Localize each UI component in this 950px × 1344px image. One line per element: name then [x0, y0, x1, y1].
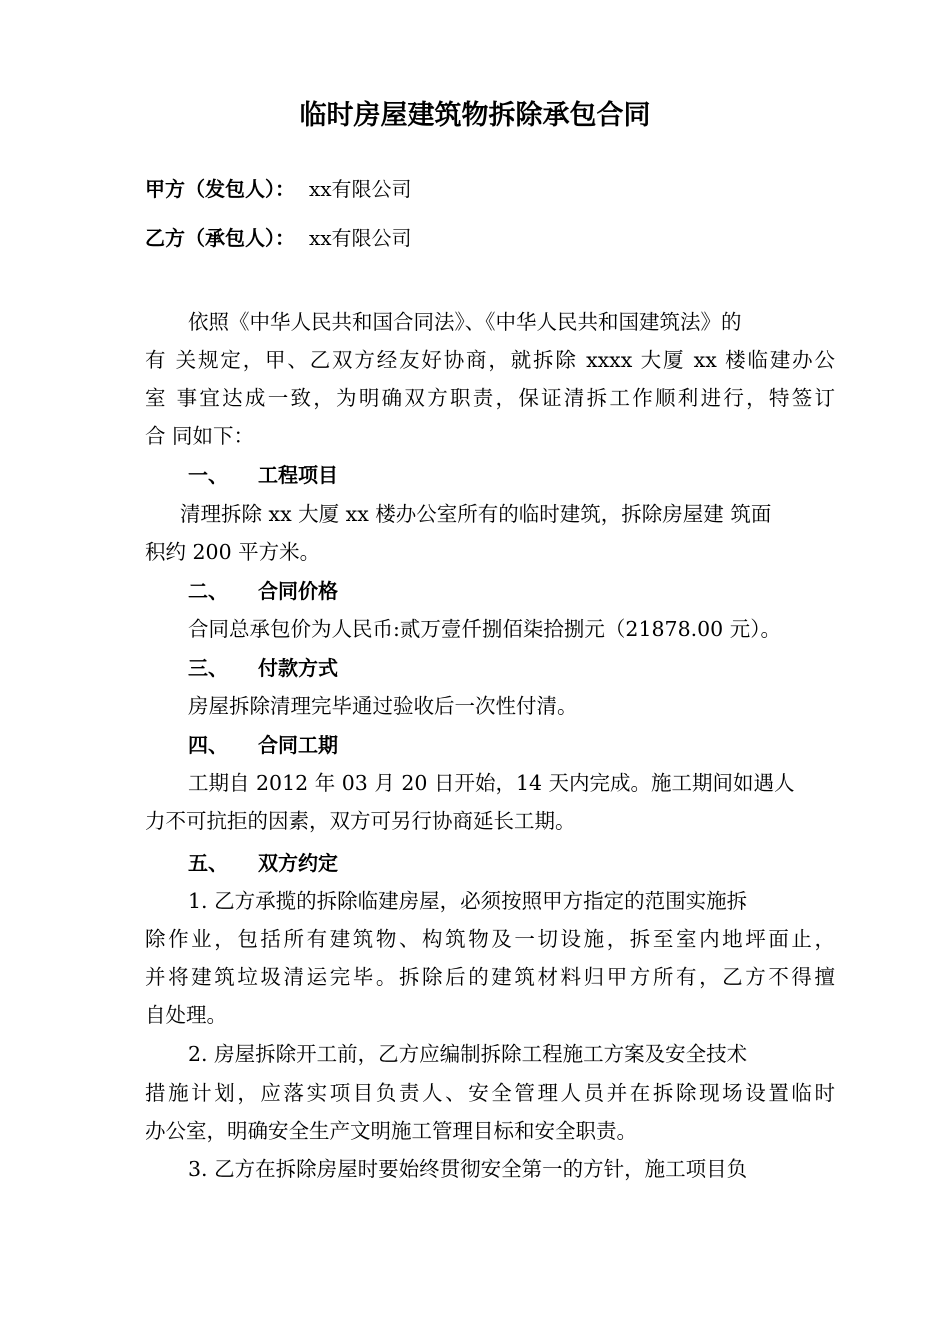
- section-heading: [188, 848, 338, 878]
- preamble-line: 室 事宜达成一致，为明确双方职责，保证清拆工作顺利进行，特签订: [145, 386, 835, 410]
- body-line: 房屋拆除清理完毕通过验收后一次性付清。: [188, 694, 578, 718]
- section-title: 付款方式: [258, 656, 338, 680]
- party-a: [145, 174, 412, 205]
- body-line: 措施计划，应落实项目负责人、安全管理人员并在拆除现场设置临时: [145, 1081, 835, 1105]
- section-heading: [188, 460, 338, 490]
- section-number: 二、: [188, 579, 228, 603]
- party-b-value: xx有限公司: [309, 226, 412, 250]
- body-line: 办公室，明确安全生产文明施工管理目标和安全职责。: [145, 1119, 637, 1143]
- preamble-line: 合 同如下：: [145, 424, 255, 448]
- party-a-label: 甲方（发包人）：: [145, 177, 295, 201]
- section-number: 一、: [188, 463, 228, 487]
- body-line: 2. 房屋拆除开工前，乙方应编制拆除工程施工方案及安全技术: [188, 1042, 748, 1066]
- document-title: 临时房屋建筑物拆除承包合同: [299, 100, 651, 131]
- body-line: 积约 200 平方米。: [145, 540, 321, 564]
- section-title: 双方约定: [258, 851, 338, 875]
- party-a-value: xx有限公司: [309, 177, 412, 201]
- body-line: 并将建筑垃圾清运完毕。拆除后的建筑材料归甲方所有，乙方不得擅: [145, 965, 835, 989]
- party-b-label: 乙方（承包人）：: [145, 226, 295, 250]
- section-heading: [188, 653, 338, 683]
- section-number: 五、: [188, 851, 228, 875]
- section-title: 工程项目: [258, 463, 338, 487]
- section-heading: [188, 576, 338, 606]
- section-number: 四、: [188, 733, 228, 757]
- body-line: 工期自 2012 年 03 月 20 日开始，14 天内完成。施工期间如遇人: [188, 771, 795, 795]
- preamble-line: 有 关规定，甲、乙双方经友好协商，就拆除 xxxx 大厦 xx 楼临建办公: [145, 348, 835, 372]
- body-line: 合同总承包价为人民币:贰万壹仟捌佰柒拾捌元（21878.00 元）。: [188, 617, 781, 641]
- body-line: 清理拆除 xx 大厦 xx 楼办公室所有的临时建筑，拆除房屋建 筑面: [180, 502, 772, 526]
- section-number: 三、: [188, 656, 228, 680]
- section-title: 合同价格: [258, 579, 338, 603]
- body-line: 力不可抗拒的因素，双方可另行协商延长工期。: [145, 809, 576, 833]
- body-line: 自处理。: [145, 1003, 227, 1027]
- section-title: 合同工期: [258, 733, 338, 757]
- party-b: [145, 223, 412, 254]
- section-heading: [188, 730, 338, 760]
- body-line: 1. 乙方承揽的拆除临建房屋，必须按照甲方指定的范围实施拆: [188, 889, 748, 913]
- body-line: 除作业，包括所有建筑物、构筑物及一切设施，拆至室内地坪面止，: [145, 927, 835, 951]
- body-line: 3. 乙方在拆除房屋时要始终贯彻安全第一的方针，施工项目负: [188, 1157, 748, 1181]
- preamble-line: 依照《中华人民共和国合同法》、《中华人民共和国建筑法》的: [188, 310, 742, 334]
